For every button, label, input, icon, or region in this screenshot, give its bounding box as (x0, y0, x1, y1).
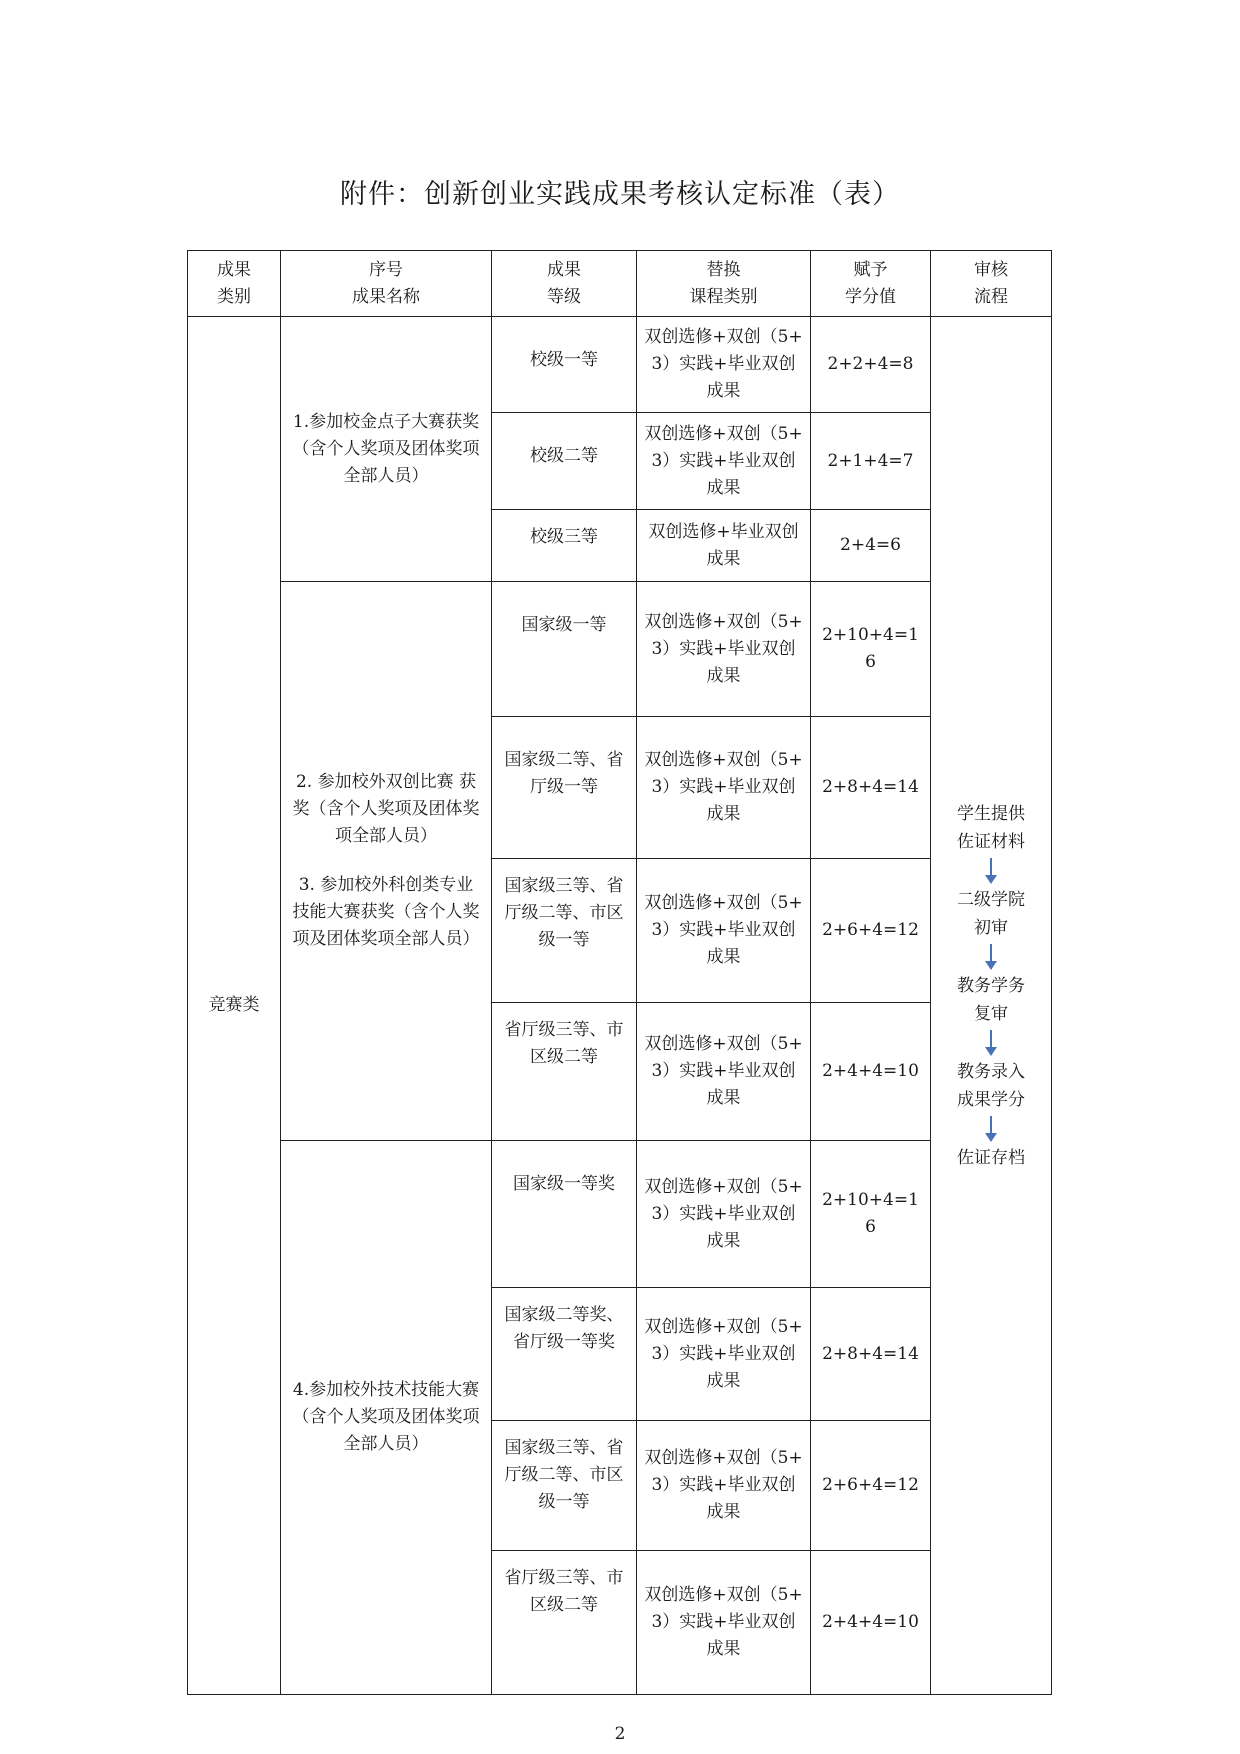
level-cell: 国家级二等、省厅级一等 (492, 717, 637, 859)
course-cell: 双创选修+双创（5+3）实践+毕业双创成果 (637, 1421, 811, 1551)
table-row (188, 317, 1052, 413)
course-cell: 双创选修+双创（5+3）实践+毕业双创成果 (637, 1003, 811, 1141)
flow-step: 二级学院初审 (957, 890, 1025, 938)
level-cell: 省厅级三等、市区级二等 (492, 1003, 637, 1141)
table-row (188, 582, 1052, 717)
credit-standard-table (187, 250, 1052, 1695)
down-arrow-icon (931, 1114, 1051, 1144)
credit-cell: 2+1+4=7 (811, 413, 931, 510)
header-category: 成果 类别 (188, 251, 281, 317)
level-cell: 国家级一等 (492, 582, 637, 717)
credit-cell: 2+10+4=16 (811, 1141, 931, 1288)
flow-step: 教务录入成果学分 (957, 1062, 1025, 1110)
level-cell: 国家级一等奖 (492, 1141, 637, 1288)
course-cell: 双创选修+双创（5+3）实践+毕业双创成果 (637, 1141, 811, 1288)
achievement-name-cell: 2. 参加校外双创比赛 获奖（含个人奖项及团体奖项全部人员） 3. 参加校外科创类专业技能大赛获奖（含个人奖项及团体奖项全部人员） (281, 582, 492, 1141)
credit-cell: 2+8+4=14 (811, 717, 931, 859)
course-cell: 双创选修+双创（5+3）实践+毕业双创成果 (637, 1288, 811, 1421)
level-cell: 国家级二等奖、省厅级一等奖 (492, 1288, 637, 1421)
course-cell: 双创选修+双创（5+3）实践+毕业双创成果 (637, 317, 811, 413)
credit-cell: 2+6+4=12 (811, 859, 931, 1003)
credit-cell: 2+6+4=12 (811, 1421, 931, 1551)
course-cell: 双创选修+双创（5+3）实践+毕业双创成果 (637, 1551, 811, 1695)
level-cell: 校级一等 (492, 317, 637, 413)
flow-step: 教务学务复审 (957, 976, 1025, 1024)
flow-step: 学生提供佐证材料 (957, 804, 1025, 852)
header-credit: 赋予 学分值 (811, 251, 931, 317)
credit-cell: 2+10+4=16 (811, 582, 931, 717)
level-cell: 国家级三等、省厅级二等、市区级一等 (492, 1421, 637, 1551)
credit-cell: 2+8+4=14 (811, 1288, 931, 1421)
course-cell: 双创选修+双创（5+3）实践+毕业双创成果 (637, 859, 811, 1003)
down-arrow-icon (931, 856, 1051, 886)
credit-cell: 2+4+4=10 (811, 1003, 931, 1141)
down-arrow-icon (931, 942, 1051, 972)
achievement-name-cell: 1.参加校金点子大赛获奖（含个人奖项及团体奖项全部人员） (281, 317, 492, 582)
course-cell: 双创选修+双创（5+3）实践+毕业双创成果 (637, 717, 811, 859)
flow-step: 佐证存档 (957, 1148, 1025, 1168)
review-flow (931, 800, 1051, 1172)
credit-cell: 2+4+4=10 (811, 1551, 931, 1695)
credit-cell: 2+2+4=8 (811, 317, 931, 413)
page-number: 2 (614, 1724, 626, 1744)
table-row (188, 1141, 1052, 1288)
review-flow-cell (931, 317, 1052, 1695)
level-cell: 国家级三等、省厅级二等、市区级一等 (492, 859, 637, 1003)
header-course: 替换 课程类别 (637, 251, 811, 317)
achievement-name-cell: 4.参加校外技术技能大赛（含个人奖项及团体奖项全部人员） (281, 1141, 492, 1695)
level-cell: 校级二等 (492, 413, 637, 510)
course-cell: 双创选修+毕业双创成果 (637, 510, 811, 582)
header-level: 成果 等级 (492, 251, 637, 317)
category-cell: 竞赛类 (188, 317, 281, 1695)
table-header-row (188, 251, 1052, 317)
level-cell: 省厅级三等、市区级二等 (492, 1551, 637, 1695)
header-name: 序号 成果名称 (281, 251, 492, 317)
header-flow: 审核 流程 (931, 251, 1052, 317)
down-arrow-icon (931, 1028, 1051, 1058)
course-cell: 双创选修+双创（5+3）实践+毕业双创成果 (637, 413, 811, 510)
course-cell: 双创选修+双创（5+3）实践+毕业双创成果 (637, 582, 811, 717)
credit-cell: 2+4=6 (811, 510, 931, 582)
document-title: 附件：创新创业实践成果考核认定标准（表） (340, 179, 900, 210)
level-cell: 校级三等 (492, 510, 637, 582)
